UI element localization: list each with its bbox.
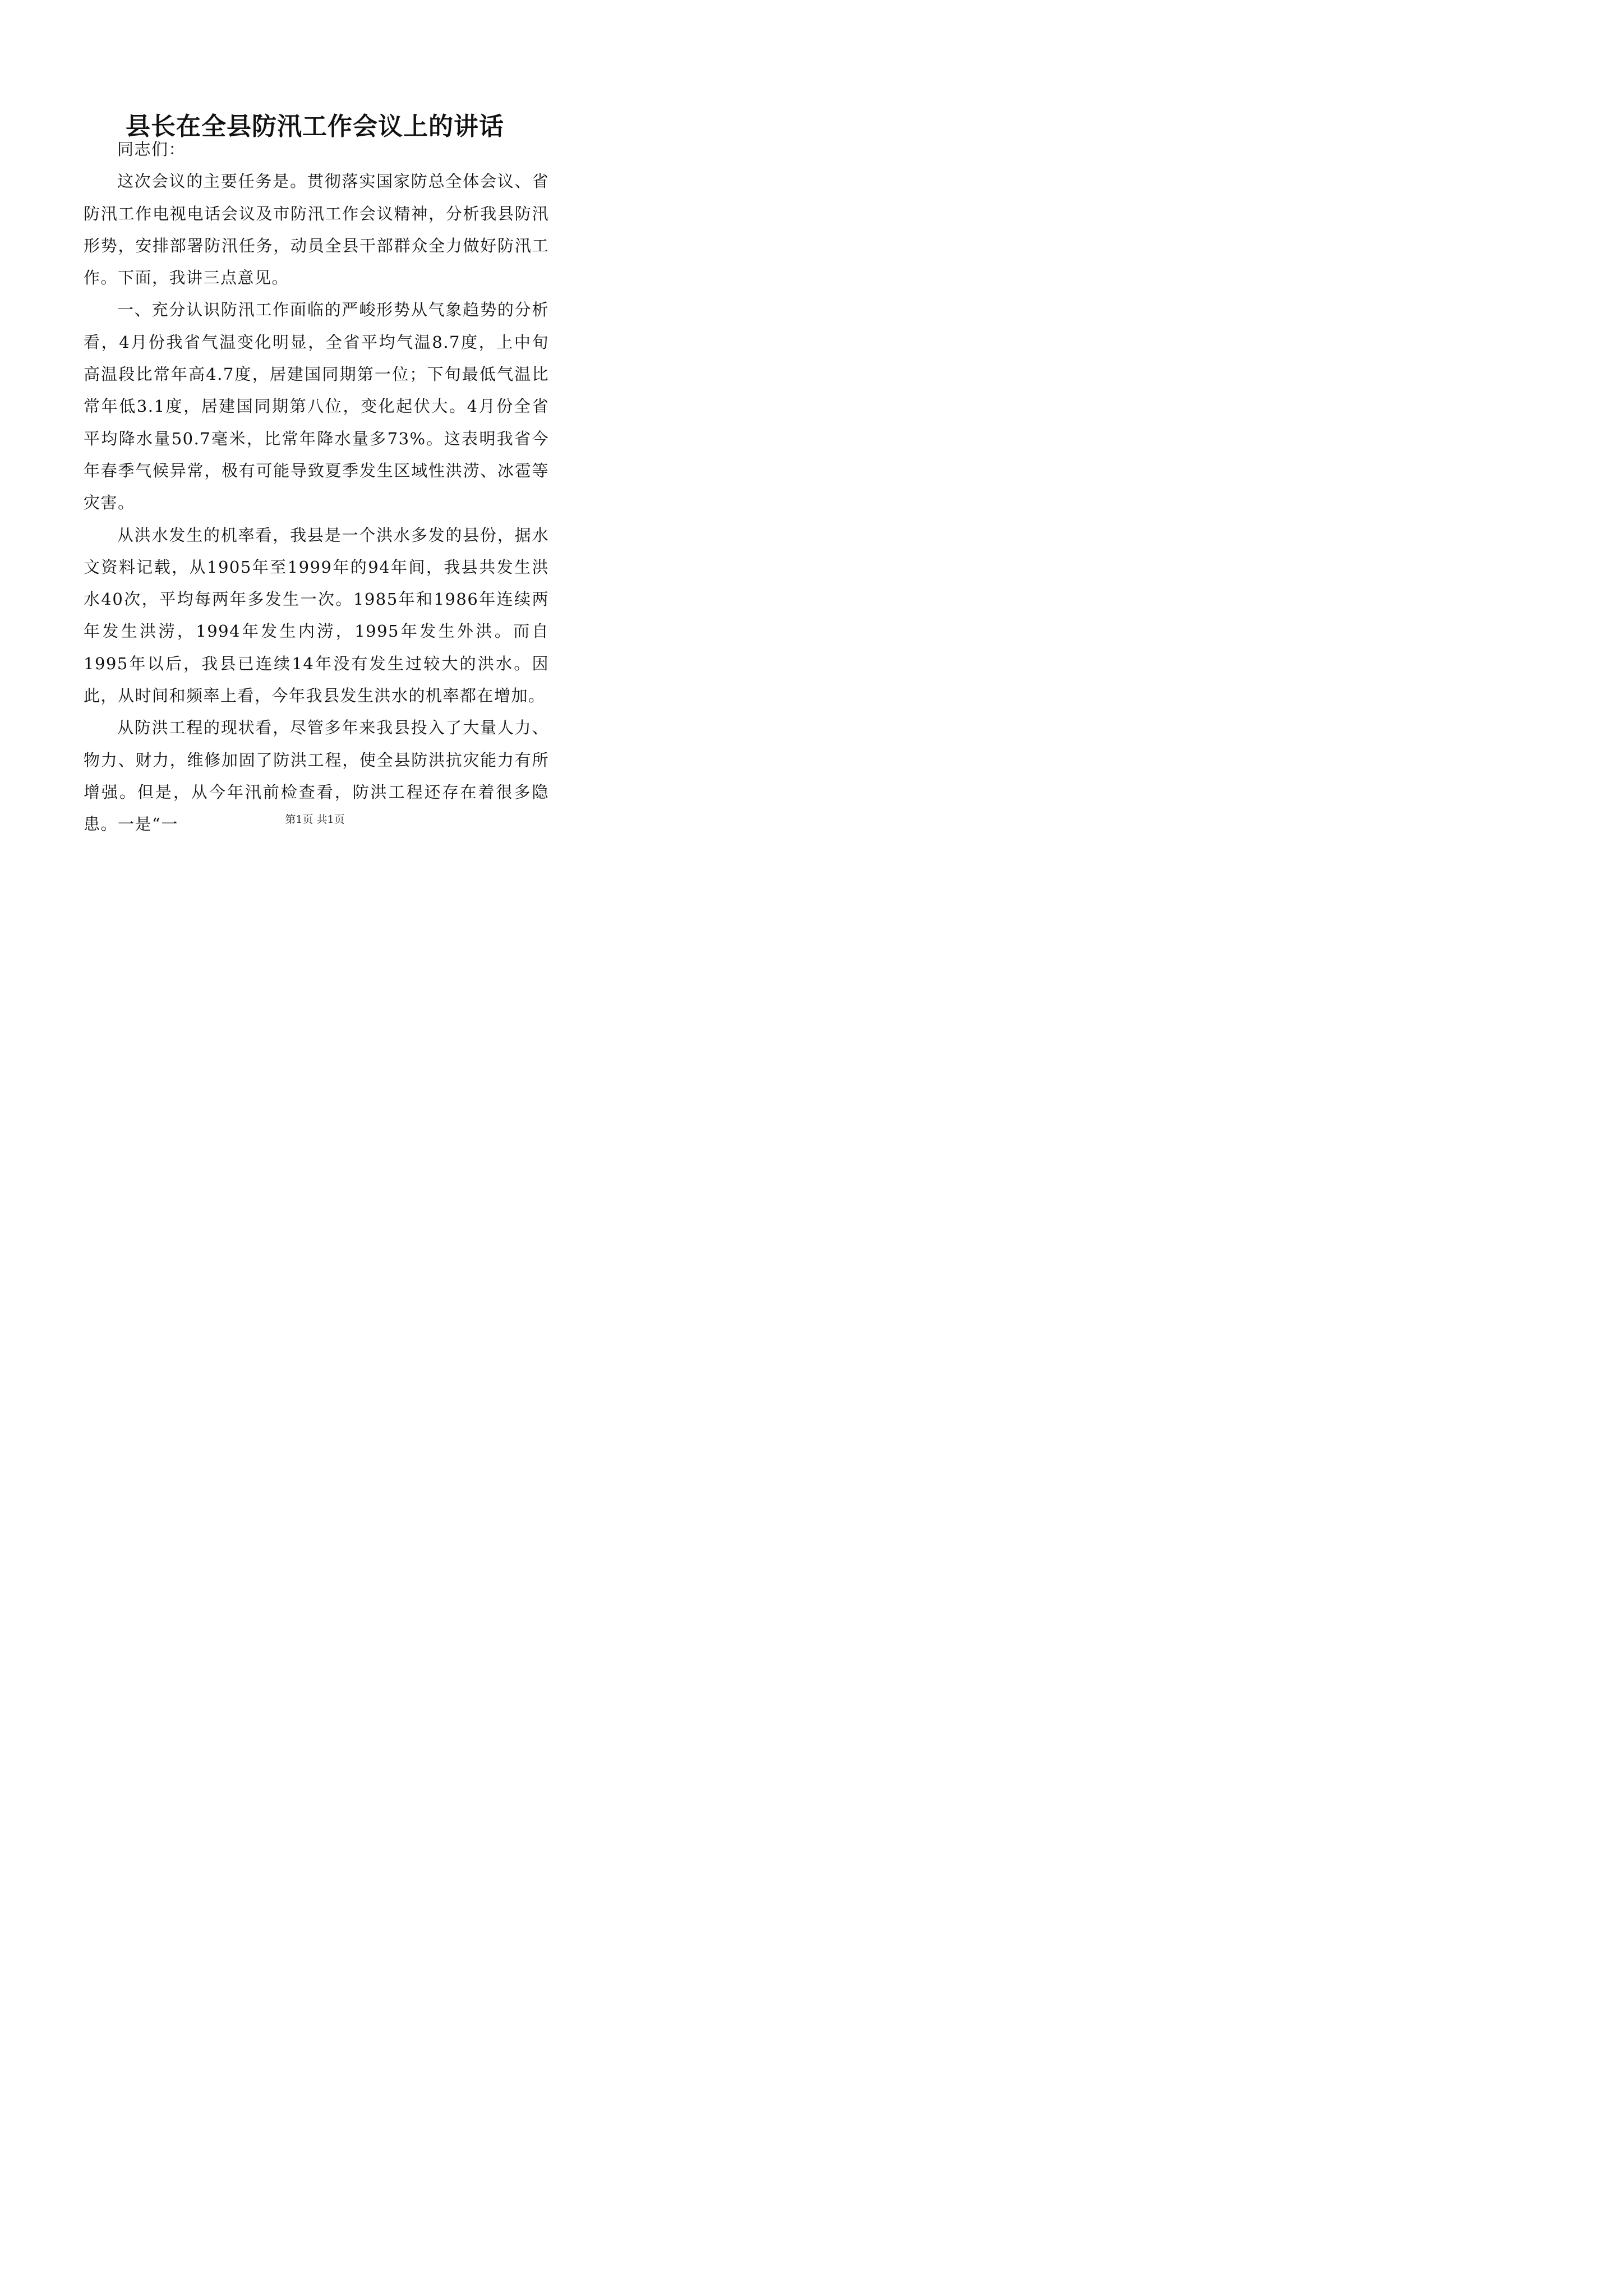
document-title: 县长在全县防汛工作会议上的讲话 bbox=[126, 112, 504, 141]
document-body bbox=[84, 134, 549, 841]
page-number-footer: 第1页 共1页 bbox=[285, 813, 345, 826]
salutation-paragraph: 同志们： bbox=[117, 140, 186, 159]
body-paragraph: 一、充分认识防汛工作面临的严峻形势从气象趋势的分析看，4月份我省气温变化明显，全省平均气温8.7度，上中旬高温段比常年高4.7度，居建国同期第一位；下旬最低气温比常年低3.1度，居建国同期第八位，变化起伏大。4月份全省平均降水量50.7毫米，比常年降水量多73%。这表明我省今年春季气候异常，极有可能导致夏季发生区域性洪涝、冰雹等灾害。 bbox=[84, 300, 549, 513]
body-paragraph: 从防洪工程的现状看，尽管多年来我县投入了大量人力、物力、财力，维修加固了防洪工程，使全县防洪抗灾能力有所增强。但是，从今年汛前检查看，防洪工程还存在着很多隐患。一是“一 bbox=[84, 718, 549, 834]
document-page bbox=[0, 0, 630, 890]
body-paragraph: 这次会议的主要任务是。贯彻落实国家防总全体会议、省防汛工作电视电话会议及市防汛工作会议精神，分析我县防汛形势，安排部署防汛任务，动员全县干部群众全力做好防汛工作。下面，我讲三点意见。 bbox=[84, 172, 549, 288]
body-paragraph: 从洪水发生的机率看，我县是一个洪水多发的县份，据水文资料记载，从1905年至1999年的94年间，我县共发生洪水40次，平均每两年多发生一次。1985年和1986年连续两年发生洪涝，1994年发生内涝，1995年发生外洪。而自1995年以后，我县已连续14年没有发生过较大的洪水。因此，从时间和频率上看，今年我县发生洪水的机率都在增加。 bbox=[84, 525, 549, 706]
